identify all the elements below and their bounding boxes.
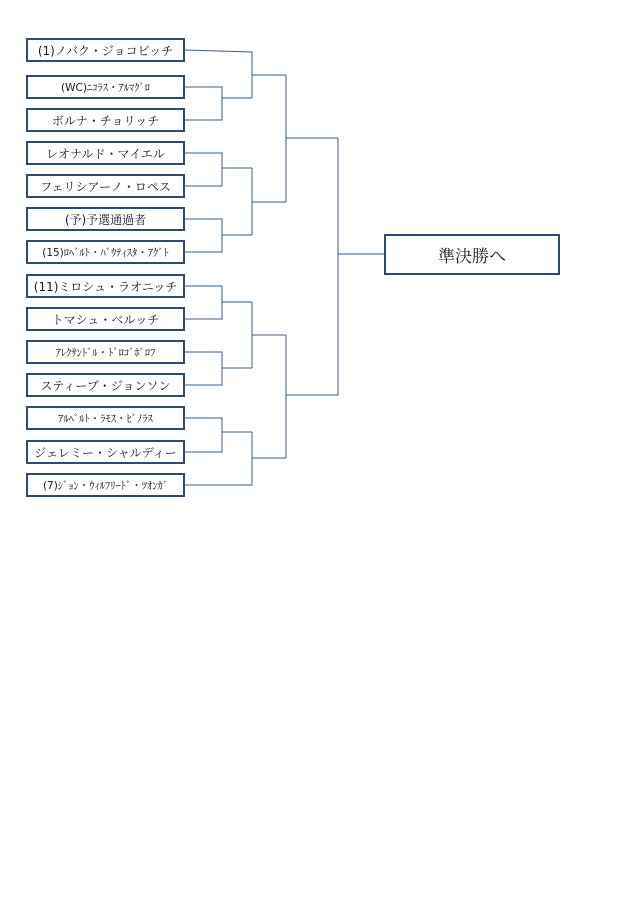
bracket-line [185, 153, 222, 186]
player-box: レオナルド・マイエル [26, 141, 185, 165]
player-box: (7)ｼﾞｮﾝ・ｳｨﾙﾌﾘｰﾄﾞ・ﾂｵﾝｶﾞ [26, 473, 185, 497]
bracket-line [185, 418, 222, 452]
player-box: (予)予選通過者 [26, 207, 185, 231]
semifinal-box: 準決勝へ [384, 234, 560, 275]
player-box: ｱﾚｸｻﾝﾄﾞﾙ・ﾄﾞﾛｺﾞﾎﾟﾛﾌ [26, 340, 185, 364]
bracket-line [185, 432, 252, 485]
player-box: (1)ノバク・ジョコビッチ [26, 38, 185, 62]
player-box: スティーブ・ジョンソン [26, 373, 185, 397]
player-box: フェリシアーノ・ロペス [26, 174, 185, 198]
player-box: ジェレミー・シャルディー [26, 440, 185, 464]
player-box: (15)ﾛﾍﾞﾙﾄ・ﾊﾞｳﾃｨｽﾀ・ｱｸﾞﾄ [26, 240, 185, 264]
player-box: (WC)ﾆｺﾗｽ・ｱﾙﾏｸﾞﾛ [26, 75, 185, 99]
player-box: ｱﾙﾍﾞﾙﾄ・ﾗﾓｽ・ﾋﾞﾉﾗｽ [26, 406, 185, 430]
bracket-line [185, 219, 222, 252]
bracket-line [185, 286, 222, 319]
bracket-line [185, 98, 222, 120]
player-box: トマシュ・ベルッチ [26, 307, 185, 331]
player-box: (11)ミロシュ・ラオニッチ [26, 274, 185, 298]
player-box: ボルナ・チョリッチ [26, 108, 185, 132]
bracket-line [185, 50, 252, 98]
bracket-line [185, 352, 222, 385]
bracket-line [185, 87, 222, 98]
